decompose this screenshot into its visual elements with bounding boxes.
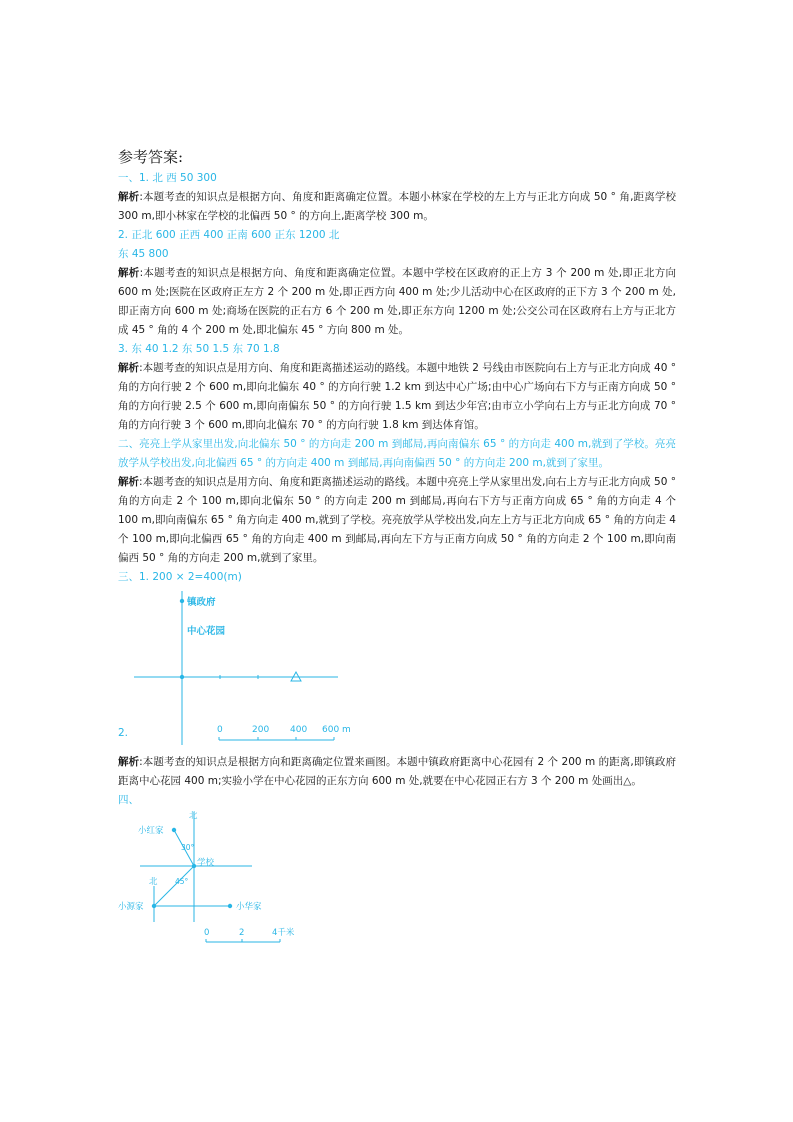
scale-0: 0 — [204, 928, 210, 938]
explanation-label: 解析 — [118, 191, 140, 203]
gov-point — [180, 599, 184, 603]
q1-explanation-2 — [118, 264, 680, 340]
q4-label: 四、 — [118, 794, 139, 806]
explanation-text: :本题考查的知识点是用方向、角度和距离描述运动的路线。本题中地铁 2 号线由市医院向右上方与正北方向成 40 ° 角的方向行驶 2 个 600 m,即向北偏东 40 ° 的方向行驶 1.2 km 到达中心广场;由中心广场向右下方与正南方向成 50 ° 角的方向行驶 2.5 个 600 m,即向南偏东 50 ° 的方向行驶 1.5 km 到达少年宫;由市立小学向右上方与正北方向成 70 ° 角的方向行驶 3 个 600 m,即向北偏东 70 ° 的方向行驶 1.8 km 到达体育馆。 — [118, 362, 680, 431]
scale-label-0: 0 — [217, 725, 223, 735]
label-school: 学校 — [197, 858, 215, 868]
q3-map — [132, 587, 372, 747]
explanation-text: :本题考查的知识点是根据方向、角度和距离确定位置。本题小林家在学校的左上方与正北方向成 50 ° 角,距离学校 300 m,即小林家在学校的北偏西 50 ° 的方向上,距离学校 300 m。 — [118, 191, 680, 222]
angle-30: 30° — [181, 843, 195, 852]
answer-page — [118, 146, 680, 950]
explanation-label: 解析 — [118, 362, 140, 374]
q1-explanation-1 — [118, 188, 680, 226]
scale-label-200: 200 — [252, 725, 270, 735]
label-garden: 中心花园 — [187, 626, 226, 637]
scale-label-600: 600 m — [322, 725, 351, 735]
xiaohua-point — [228, 904, 232, 908]
q4-figure — [118, 810, 676, 950]
q3-explanation — [118, 753, 676, 791]
label-xiaoyuan: 小源家 — [118, 902, 144, 912]
angle-45: 45° — [175, 877, 189, 886]
q1-answer-3: 3. 东 40 1.2 东 50 1.5 东 70 1.8 — [118, 343, 280, 355]
q4-map — [118, 810, 328, 950]
explanation-text: :本题考查的知识点是根据方向和距离确定位置来画图。本题中镇政府距离中心花园有 2 个 200 m 的距离,即镇政府距离中心花园 400 m;实验小学在中心花园的正东方向 600 m 处,就要在中心花园正右方 3 个 200 m 处画出△。 — [118, 756, 677, 787]
q1-answer-2-line1: 2. 正北 600 正西 400 正南 600 正东 1200 北 — [118, 229, 340, 241]
scale-4: 4千米 — [272, 928, 295, 938]
q1-answer-1: 一、1. 北 西 50 300 — [118, 172, 217, 184]
label-xiaohua: 小华家 — [236, 902, 262, 912]
route-xiaoyuan — [154, 866, 194, 906]
explanation-label: 解析 — [118, 267, 140, 279]
explanation-text: :本题考查的知识点是根据方向、角度和距离确定位置。本题中学校在区政府的正上方 3 个 200 m 处,即正北方向 600 m 处;医院在区政府正左方 2 个 200 m 处,即正西方向 400 m 处;少儿活动中心在区政府的正下方 3 个 200 m 处,即正南方向 600 m 处;商场在医院的正右方 6 个 200 m 处,即正东方向 1200 m 处;公交公司在区政府右上方与正北方成 45 ° 角的 4 个 200 m 处,即北偏东 45 ° 方向 800 m 处。 — [118, 267, 680, 336]
q3-answer-2-label: 2. — [118, 727, 129, 739]
q1-answer-2-line2: 东 45 800 — [118, 248, 169, 260]
garden-point — [180, 675, 184, 679]
scale-label-400: 400 — [290, 725, 308, 735]
q1-explanation-3 — [118, 359, 680, 435]
scale-2: 2 — [239, 928, 245, 938]
north-label: 北 — [189, 811, 198, 821]
explanation-label: 解析 — [118, 756, 140, 768]
label-gov: 镇政府 — [187, 597, 216, 608]
north-label-2: 北 — [149, 877, 158, 887]
q2-answer: 二、亮亮上学从家里出发,向北偏东 50 ° 的方向走 200 m 到邮局,再向南偏东 65 ° 的方向走 400 m,就到了学校。亮亮放学从学校出发,向北偏西 65 ° 的方向走 400 m 到邮局,再向南偏西 50 ° 的方向走 200 m,就到了家里。 — [118, 438, 676, 469]
explanation-label: 解析 — [118, 476, 140, 488]
q3-figure — [118, 587, 676, 747]
q2-explanation — [118, 473, 680, 568]
q3-answer-1: 三、1. 200 × 2=400(m) — [118, 571, 242, 583]
label-xiaohong: 小红家 — [138, 826, 164, 836]
explanation-text: :本题考查的知识点是用方向、角度和距离描述运动的路线。本题中亮亮上学从家里出发,向右上方与正北方向成 50 ° 角的方向走 2 个 100 m,即向北偏东 50 ° 的方向走 200 m 到邮局,再向右下方与正南方向成 65 ° 角的方向走 4 个 100 m,即向南偏东 65 ° 角方向走 400 m,就到了学校。亮亮放学从学校出发,向左上方与正北方向成 65 ° 角的方向走 4 个 100 m,即向北偏西 65 ° 角的方向走 400 m 到邮局,再向左下方与正南方向成 50 ° 角的方向走 2 个 100 m,即向南偏西 50 ° 角的方向走 200 m,就到了家里。 — [118, 476, 680, 564]
page-heading: 参考答案: — [118, 148, 184, 166]
